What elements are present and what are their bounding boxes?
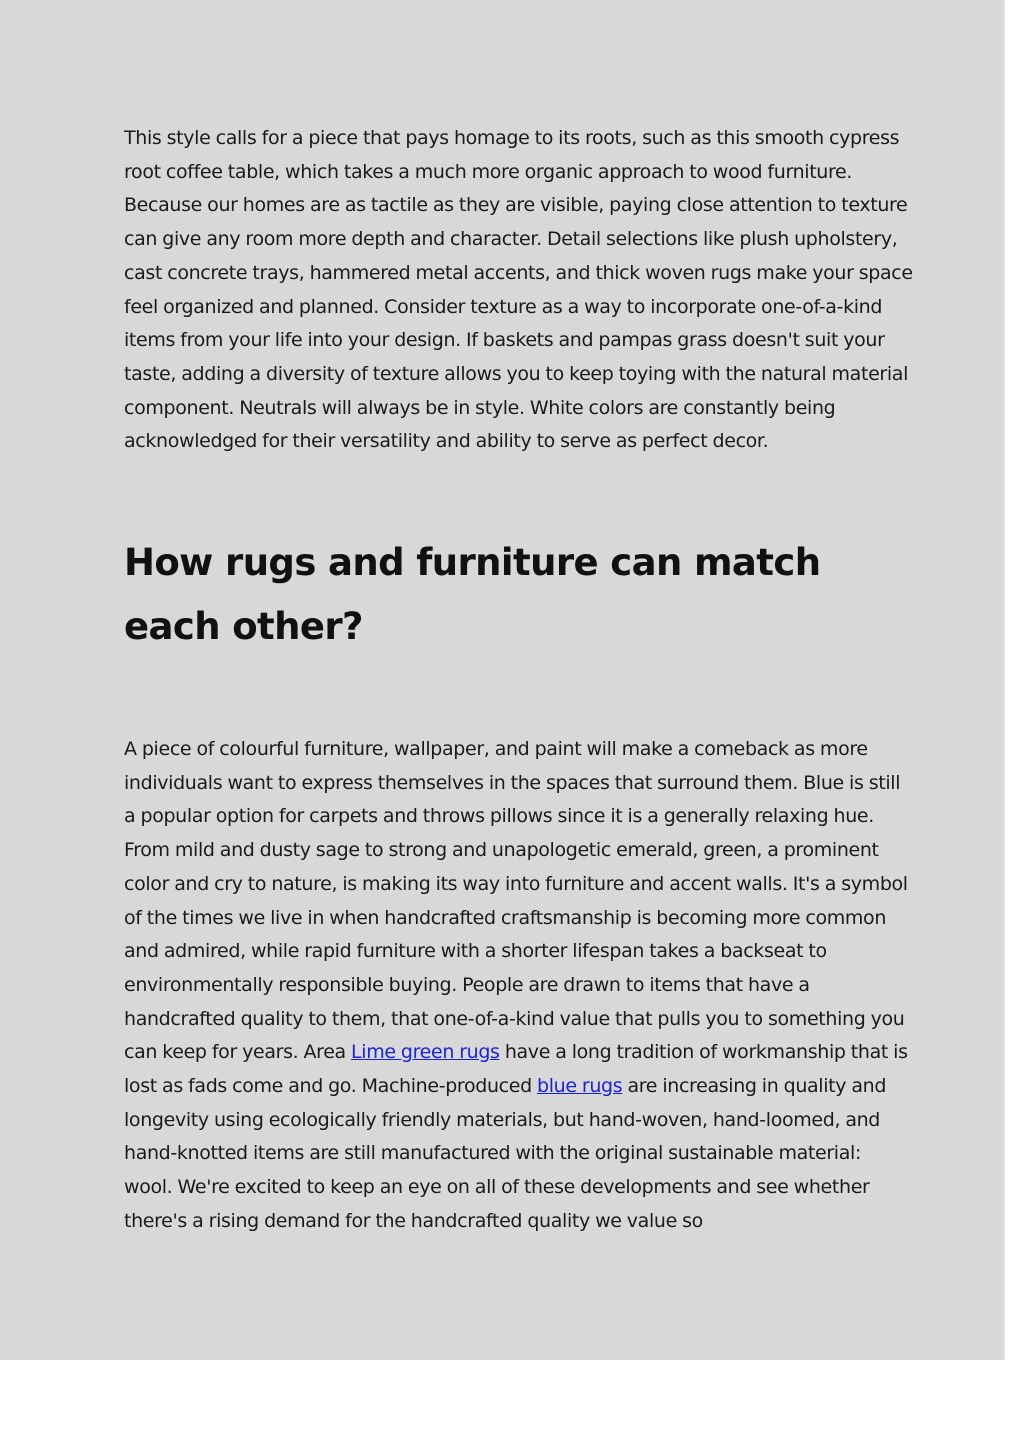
blue-rugs-link[interactable]: blue rugs: [537, 1075, 623, 1098]
paragraph-text-middle: have a long tradition of workmanship that is lost as fads come and go. Machine-produced: [124, 1041, 908, 1098]
page-content: [124, 122, 914, 1239]
section-heading: How rugs and furniture can match each other?: [124, 541, 821, 649]
paragraph-text-start: A piece of colourful furniture, wallpaper, and paint will make a comeback as more individuals want to express themselves in the spaces that surround them. Blue is still a popular option for carpets and throws pillows since it is a generally relaxing hue. From mild and dusty sage to strong and unapologetic emerald, green, a prominent color and cry to nature, is making its way into furniture and accent walls. It's a symbol of the times we live in when handcrafted craftsmanship is becoming more common and admired, while rapid furniture with a shorter lifespan takes a backseat to environmentally responsible buying. People are drawn to items that have a handcrafted quality to them, that one-of-a-kind value that pulls you to something you can keep for years. Area: [124, 738, 908, 1064]
lime-green-rugs-link[interactable]: Lime green rugs: [351, 1041, 500, 1064]
paragraph-text-end: are increasing in quality and longevity using ecologically friendly materials, but hand-woven, hand-loomed, and hand-knotted items are still manufactured with the original sustainable material: wool. We're excited to keep an eye on all of these developments and see whether there's a rising demand for the handcrafted quality we value so: [124, 1075, 887, 1232]
intro-paragraph: This style calls for a piece that pays homage to its roots, such as this smooth cypress root coffee table, which takes a much more organic approach to wood furniture. Because our homes are as tactile as they are visible, paying close attention to texture can give any room more depth and character. Detail selections like plush upholstery, cast concrete trays, hammered metal accents, and thick woven rugs make your space feel organized and planned. Consider texture as a way to incorporate one-of-a-kind items from your life into your design. If baskets and pampas grass doesn't suit your taste, adding a diversity of texture allows you to keep toying with the natural material component. Neutrals will always be in style. White colors are constantly being acknowledged for their versatility and ability to serve as perfect decor.: [124, 127, 913, 453]
body-paragraph: [124, 733, 914, 1239]
